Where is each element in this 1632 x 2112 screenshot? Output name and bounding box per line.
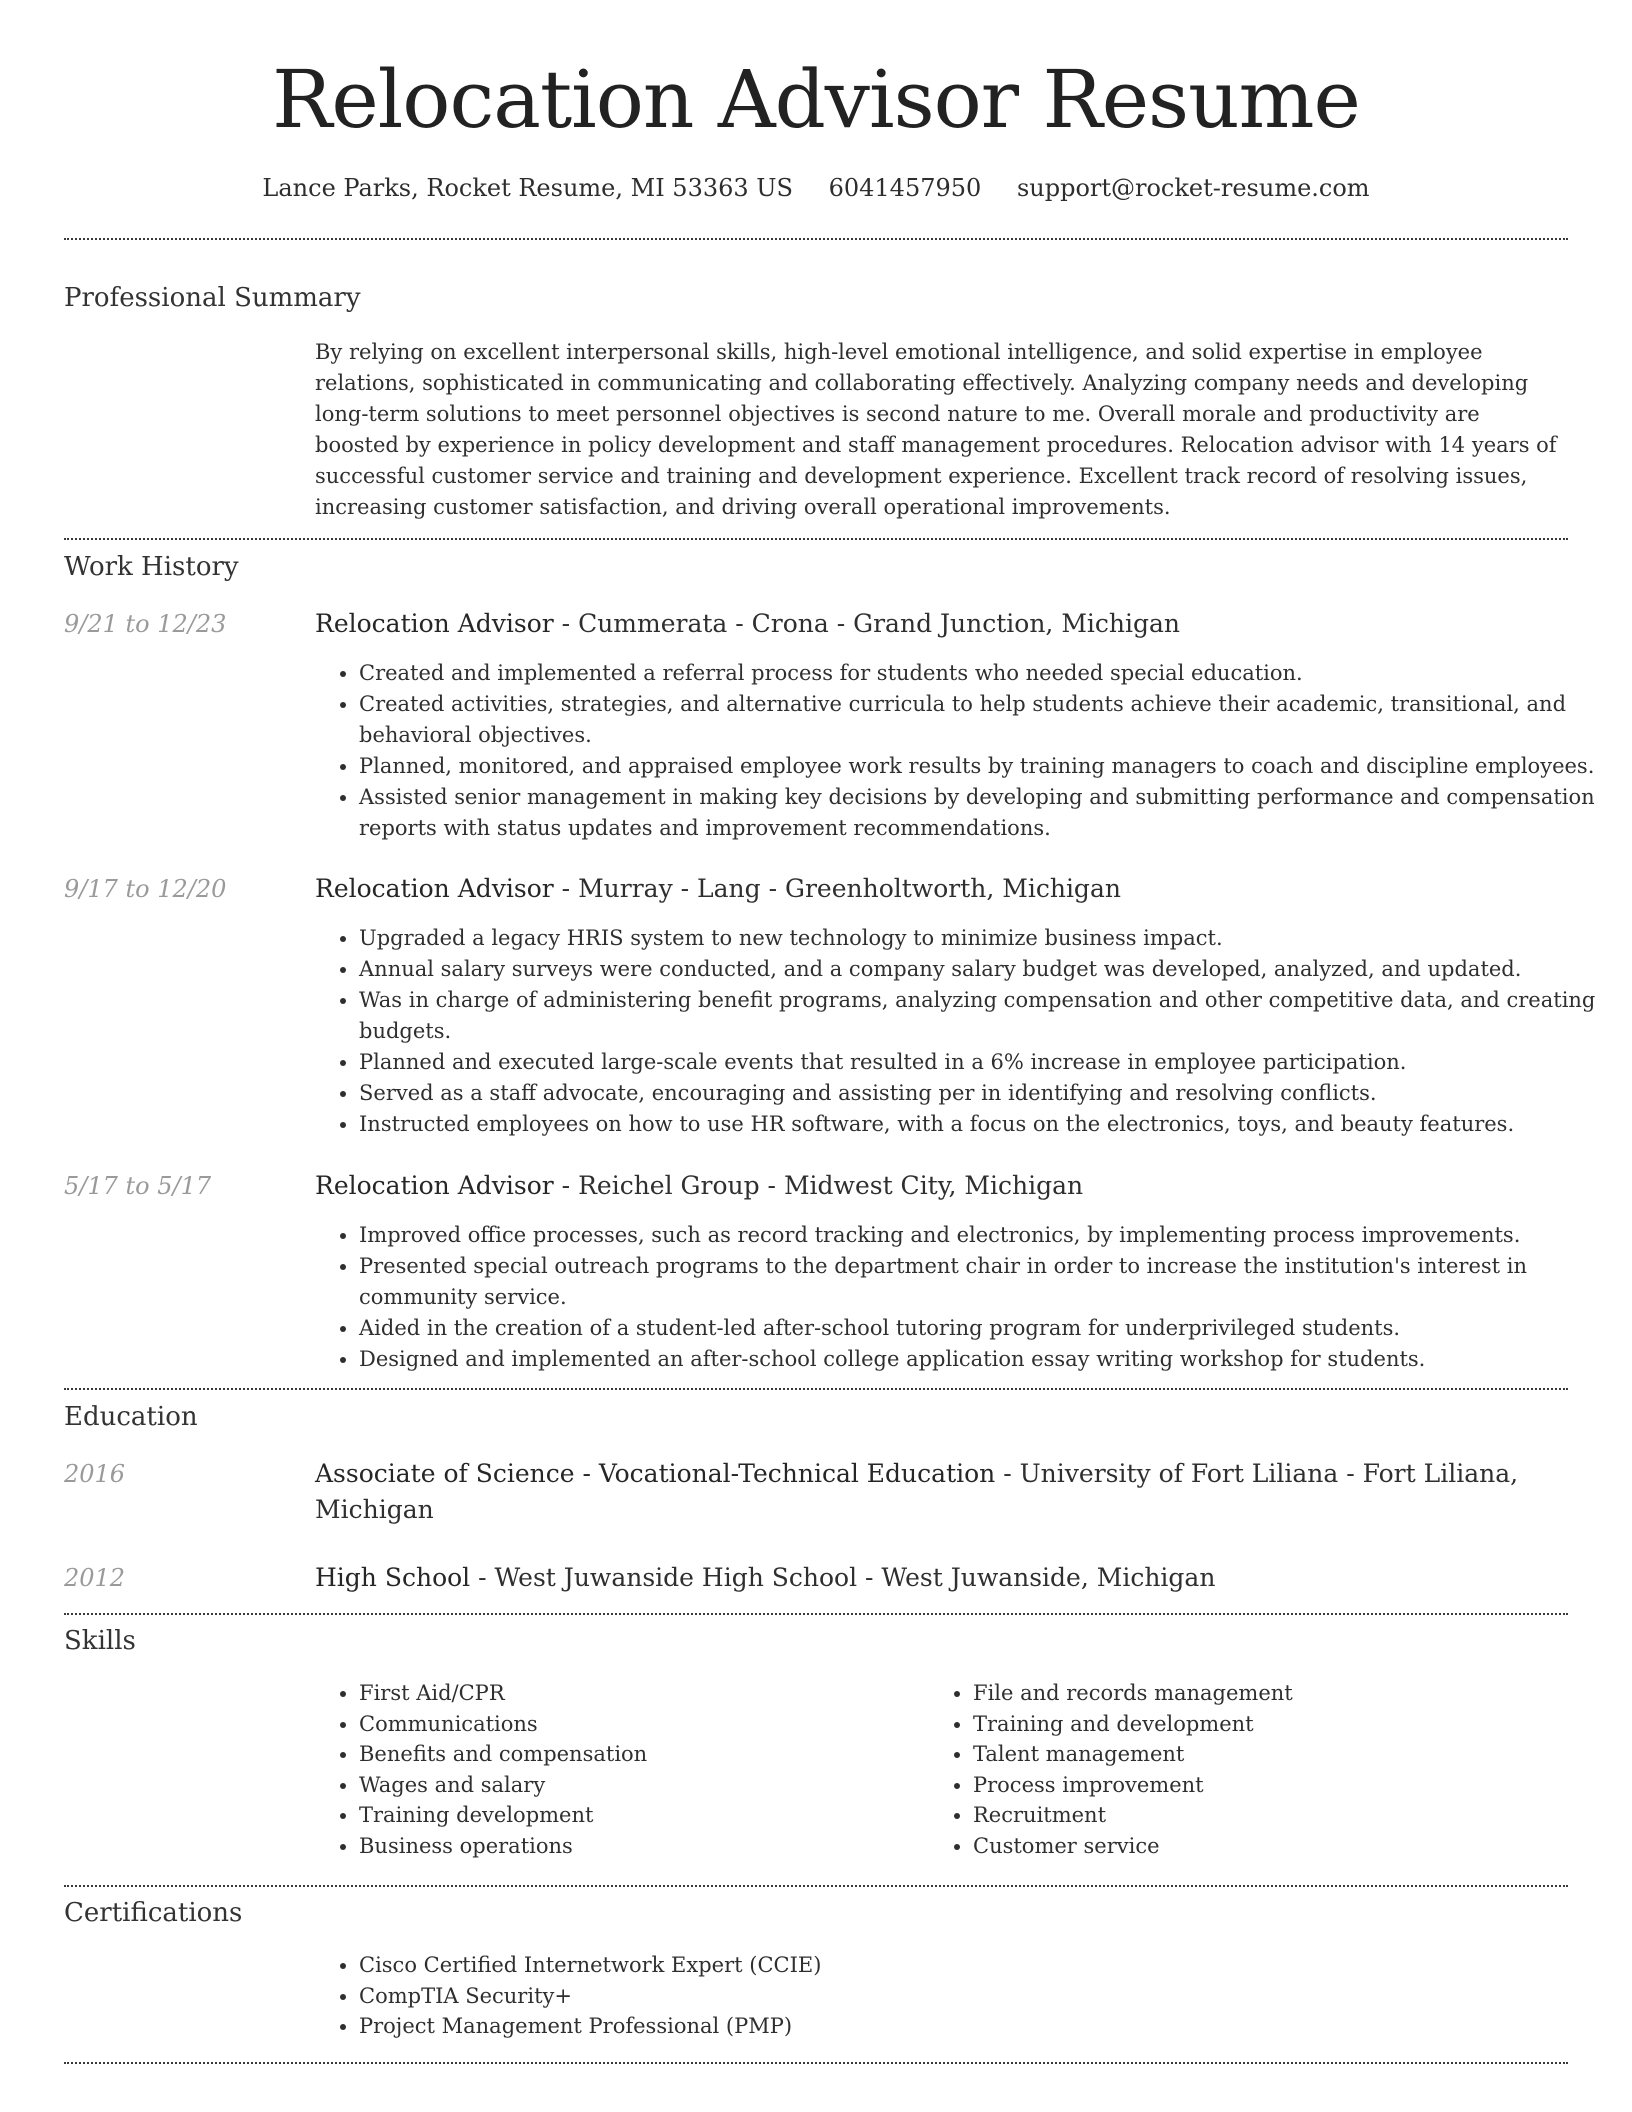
education-entry: [315, 1456, 1567, 1528]
summary-text: By relying on excellent interpersonal skills, high-level emotional intelligence, and solid expertise in employee relations, sophisticated in communicating and collaborating effectively. Analyzing company needs and developing long-term solutions to meet personnel objectives is second nature to me. Overall morale and productivity are boosted by experience in policy development and staff management procedures. Relocation advisor with 14 years of successful customer service and training and development experience. Excellent track record of resolving issues, increasing customer satisfaction, and driving overall operational improvements.: [315, 340, 1557, 519]
list-item: • Planned, monitored, and appraised employee work results by training managers to coach and discipline employees.: [359, 751, 1609, 782]
job-title: [315, 871, 1567, 907]
list-item: • Wages and salary: [359, 1770, 919, 1801]
list-item: • Presented special outreach programs to the department chair in order to increase the institution's interest in community service.: [359, 1251, 1609, 1313]
section-divider: [64, 1613, 1568, 1615]
work-heading: Work History: [64, 552, 239, 582]
education-entry: [315, 1560, 1567, 1596]
list-item: • Business operations: [359, 1831, 919, 1862]
job-dates: 5/17 to 5/17: [64, 1172, 212, 1200]
section-divider: [64, 1388, 1568, 1390]
job-position: Relocation Advisor: [315, 1171, 554, 1200]
skills-list-left: [315, 1678, 919, 1861]
job-dates: 9/21 to 12/23: [64, 610, 227, 638]
job-employer: - Reichel Group - Midwest City, Michigan: [553, 1171, 1084, 1200]
section-divider: [64, 538, 1568, 540]
summary-heading: Professional Summary: [64, 283, 361, 313]
contact-line: [0, 170, 1632, 206]
list-item: • Cisco Certified Internetwork Expert (CCIE): [359, 1950, 1609, 1981]
list-item: • Aided in the creation of a student-led after-school tutoring program for underprivileged students.: [359, 1313, 1609, 1344]
education-year: 2016: [64, 1460, 126, 1488]
list-item: • Process improvement: [973, 1770, 1593, 1801]
list-item: • File and records management: [973, 1678, 1593, 1709]
education-year: 2012: [64, 1564, 126, 1592]
list-item: • Improved office processes, such as record tracking and electronics, by implementing process improvements.: [359, 1220, 1609, 1251]
job-employer: - Murray - Lang - Greenholtworth, Michigan: [553, 874, 1121, 903]
list-item: • Created activities, strategies, and alternative curricula to help students achieve their academic, transitional, and behavioral objectives.: [359, 689, 1609, 751]
job-position: Relocation Advisor: [315, 874, 554, 903]
list-item: • Communications: [359, 1709, 919, 1740]
list-item: • Training development: [359, 1800, 919, 1831]
job-bullets: [315, 658, 1609, 844]
certifications-heading: Certifications: [64, 1898, 243, 1928]
skills-heading: Skills: [64, 1626, 136, 1656]
list-item: • Project Management Professional (PMP): [359, 2011, 1609, 2042]
job-bullets: [315, 923, 1609, 1140]
contact-address: Lance Parks, Rocket Resume, MI 53363 US: [262, 174, 793, 202]
education-degree: High School: [315, 1563, 471, 1592]
list-item: • Instructed employees on how to use HR software, with a focus on the electronics, toys, and beauty features.: [359, 1109, 1609, 1140]
resume-title: Relocation Advisor Resume: [272, 53, 1360, 146]
list-item: • Annual salary surveys were conducted, and a company salary budget was developed, analyzed, and updated.: [359, 954, 1609, 985]
job-employer: - Cummerata - Crona - Grand Junction, Michigan: [553, 609, 1181, 638]
job-title: [315, 1168, 1567, 1204]
list-item: • Upgraded a legacy HRIS system to new technology to minimize business impact.: [359, 923, 1609, 954]
list-item: • Planned and executed large-scale events that resulted in a 6% increase in employee participation.: [359, 1047, 1609, 1078]
education-degree: Associate of Science - Vocational-Technical Education: [315, 1459, 996, 1488]
job-title: [315, 606, 1567, 642]
section-divider: [64, 2062, 1568, 2064]
list-item: • First Aid/CPR: [359, 1678, 919, 1709]
list-item: • Was in charge of administering benefit programs, analyzing compensation and other competitive data, and creating budgets.: [359, 985, 1609, 1047]
education-heading: Education: [64, 1402, 198, 1432]
skills-list-right: [929, 1678, 1593, 1861]
education-school: - West Juwanside High School - West Juwanside, Michigan: [470, 1563, 1216, 1592]
list-item: • Training and development: [973, 1709, 1593, 1740]
section-divider: [64, 1885, 1568, 1887]
job-bullets: [315, 1220, 1609, 1375]
job-position: Relocation Advisor: [315, 609, 554, 638]
list-item: • Assisted senior management in making key decisions by developing and submitting performance and compensation reports with status updates and improvement recommendations.: [359, 782, 1609, 844]
list-item: • Talent management: [973, 1739, 1593, 1770]
certifications-list: [315, 1950, 1609, 2042]
list-item: • Benefits and compensation: [359, 1739, 919, 1770]
education-school: - University of Fort Liliana - Fort Liliana, Michigan: [315, 1459, 1519, 1524]
list-item: • Created and implemented a referral process for students who needed special education.: [359, 658, 1609, 689]
section-divider: [64, 238, 1568, 240]
job-dates: 9/17 to 12/20: [64, 875, 227, 903]
list-item: • Customer service: [973, 1831, 1593, 1862]
list-item: • Recruitment: [973, 1800, 1593, 1831]
list-item: • Designed and implemented an after-school college application essay writing workshop for students.: [359, 1344, 1609, 1375]
list-item: • Served as a staff advocate, encouraging and assisting per in identifying and resolving conflicts.: [359, 1078, 1609, 1109]
contact-phone: 6041457950: [828, 174, 982, 202]
list-item: • CompTIA Security+: [359, 1981, 1609, 2012]
contact-email: support@rocket-resume.com: [1016, 174, 1370, 202]
